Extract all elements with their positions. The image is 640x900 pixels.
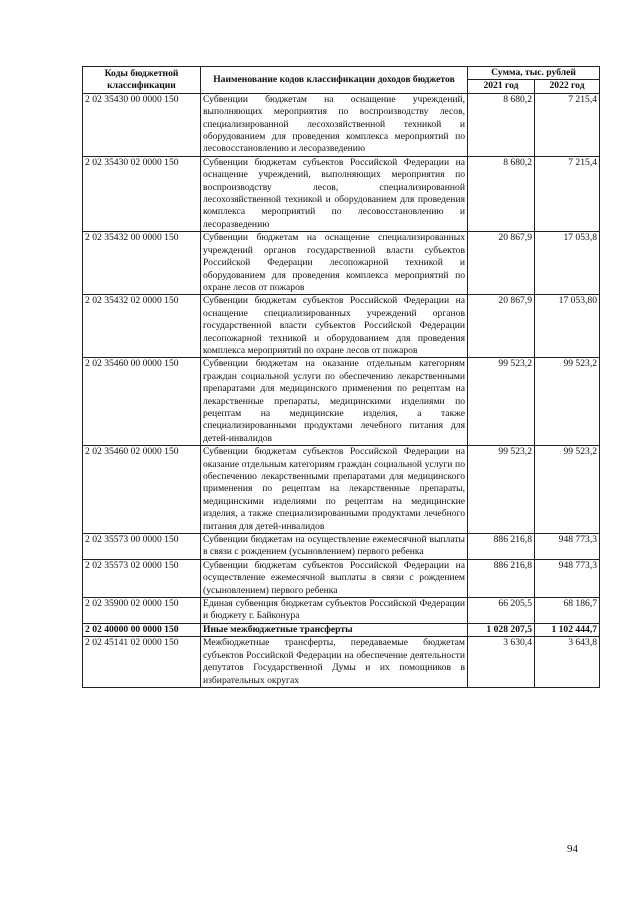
table-row xyxy=(83,559,600,597)
row-2021: 1 028 207,5 xyxy=(468,623,535,636)
page-number: 94 xyxy=(567,843,578,855)
table-row xyxy=(83,93,600,156)
row-2022: 3 643,8 xyxy=(535,637,600,688)
row-code: 2 02 35573 02 0000 150 xyxy=(83,559,201,597)
row-2021: 886 216,8 xyxy=(468,559,535,597)
header-code: Коды бюджетной классификации xyxy=(83,67,201,94)
row-2021: 3 630,4 xyxy=(468,637,535,688)
row-code: 2 02 35430 00 0000 150 xyxy=(83,93,201,156)
row-2021: 99 523,2 xyxy=(468,358,535,446)
table-row xyxy=(83,156,600,231)
table-row xyxy=(83,446,600,534)
row-2022: 948 773,3 xyxy=(535,559,600,597)
header-year-2022: 2022 год xyxy=(535,80,600,93)
row-2021: 99 523,2 xyxy=(468,446,535,534)
header-sum: Сумма, тыс. рублей xyxy=(468,67,600,80)
row-code: 2 02 35460 00 0000 150 xyxy=(83,358,201,446)
row-2021: 20 867,9 xyxy=(468,295,535,358)
table-row xyxy=(83,637,600,688)
header-year-2021: 2021 год xyxy=(468,80,535,93)
row-2022: 948 773,3 xyxy=(535,534,600,560)
row-name: Субвенции бюджетам субъектов Российской Федерации на оснащение специализированных учреждений органов государственной власти субъектов Российской Федерации лесопожарной техникой и оборудованием для проведения комплекса мероприятий по охране лесов от пожаров xyxy=(201,295,468,358)
header-name: Наименование кодов классификации доходов бюджетов xyxy=(201,67,468,94)
row-code: 2 02 40000 00 0000 150 xyxy=(83,623,201,636)
row-2021: 20 867,9 xyxy=(468,232,535,295)
row-name: Субвенции бюджетам на оказание отдельным категориям граждан социальной услуги по обеспечению лекарственными препаратами для медицинского применения по рецептам на лекарственные препараты, медицинскими изделиями по рецептам на медицинские изделия, а также специализированными продуктами лечебного питания для детей-инвалидов xyxy=(201,358,468,446)
row-name: Иные межбюджетные трансферты xyxy=(201,623,468,636)
budget-table xyxy=(82,66,600,688)
table-row xyxy=(83,598,600,624)
row-name: Субвенции бюджетам субъектов Российской Федерации на осуществление ежемесячной выплаты в связи с рождением (усыновлением) первого ребенка xyxy=(201,559,468,597)
table-row xyxy=(83,534,600,560)
row-code: 2 02 35460 02 0000 150 xyxy=(83,446,201,534)
row-2022: 99 523,2 xyxy=(535,446,600,534)
row-name: Субвенции бюджетам субъектов Российской Федерации на оказание отдельным категориям граждан социальной услуги по обеспечению лекарственными препаратами для медицинского применения по рецептам на лекарственные препараты, медицинскими изделиями по рецептам на медицинские изделия, а также специализированными продуктами лечебного питания для детей-инвалидов xyxy=(201,446,468,534)
row-name: Единая субвенция бюджетам субъектов Российской Федерации и бюджету г. Байконура xyxy=(201,598,468,624)
row-2022: 7 215,4 xyxy=(535,93,600,156)
row-2021: 8 680,2 xyxy=(468,156,535,231)
row-code: 2 02 35430 02 0000 150 xyxy=(83,156,201,231)
table-row-total xyxy=(83,623,600,636)
row-code: 2 02 35900 02 0000 150 xyxy=(83,598,201,624)
row-name: Межбюджетные трансферты, передаваемые бюджетам субъектов Российской Федерации на обеспечение деятельности депутатов Государственной Думы и их помощников в избирательных округах xyxy=(201,637,468,688)
row-code: 2 02 35432 02 0000 150 xyxy=(83,295,201,358)
table-row xyxy=(83,295,600,358)
row-2022: 7 215,4 xyxy=(535,156,600,231)
row-2022: 17 053,80 xyxy=(535,295,600,358)
row-2022: 1 102 444,7 xyxy=(535,623,600,636)
row-2022: 17 053,8 xyxy=(535,232,600,295)
table-row xyxy=(83,358,600,446)
row-2021: 66 205,5 xyxy=(468,598,535,624)
row-2021: 8 680,2 xyxy=(468,93,535,156)
row-2021: 886 216,8 xyxy=(468,534,535,560)
row-code: 2 02 45141 02 0000 150 xyxy=(83,637,201,688)
row-name: Субвенции бюджетам на оснащение учреждений, выполняющих мероприятия по воспроизводству лесов, специализированной лесохозяйственной техникой и оборудованием для проведения комплекса мероприятий по лесовосстановлению и лесоразведению xyxy=(201,93,468,156)
row-name: Субвенции бюджетам на оснащение специализированных учреждений органов государственной власти субъектов Российской Федерации лесопожарной техникой и оборудованием для проведения комплекса мероприятий по охране лесов от пожаров xyxy=(201,232,468,295)
row-2022: 99 523,2 xyxy=(535,358,600,446)
row-code: 2 02 35432 00 0000 150 xyxy=(83,232,201,295)
row-name: Субвенции бюджетам субъектов Российской Федерации на оснащение учреждений, выполняющих мероприятия по воспроизводству лесов, специализированной лесохозяйственной техникой и оборудованием для проведения комплекса мероприятий по лесовосстановлению и лесоразведению xyxy=(201,156,468,231)
row-2022: 68 186,7 xyxy=(535,598,600,624)
row-code: 2 02 35573 00 0000 150 xyxy=(83,534,201,560)
row-name: Субвенции бюджетам на осуществление ежемесячной выплаты в связи с рождением (усыновлением) первого ребенка xyxy=(201,534,468,560)
table-row xyxy=(83,232,600,295)
